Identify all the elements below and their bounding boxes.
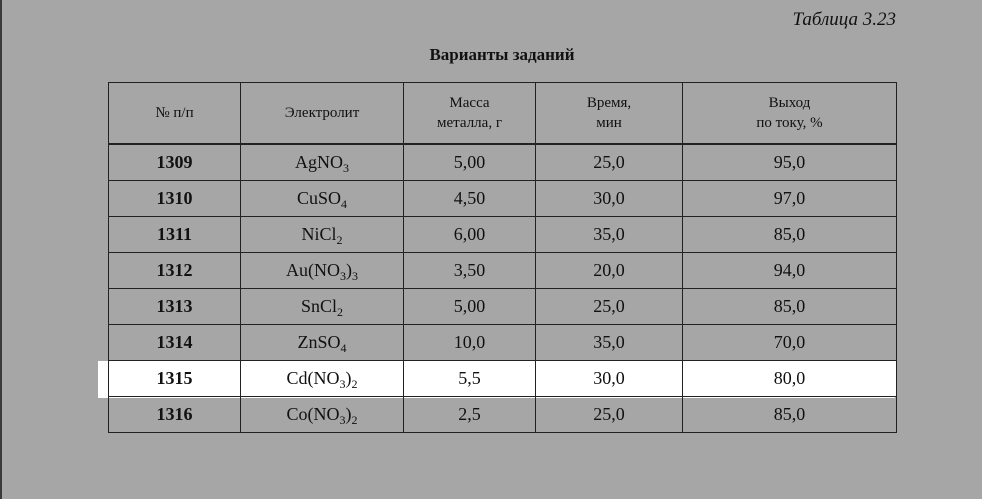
cell-electrolyte xyxy=(241,144,404,181)
formula-part: ZnSO xyxy=(297,332,341,352)
variants-table xyxy=(108,82,897,433)
cell-yield: 70,0 xyxy=(683,325,897,361)
formula-subscript: 3 xyxy=(339,377,346,391)
cell-number: 1311 xyxy=(109,217,241,253)
cell-time: 35,0 xyxy=(536,325,683,361)
formula-subscript: 2 xyxy=(337,305,344,319)
cell-yield: 85,0 xyxy=(683,217,897,253)
cell-number: 1310 xyxy=(109,181,241,217)
page-left-edge xyxy=(0,0,2,499)
cell-electrolyte xyxy=(241,325,404,361)
table-row[interactable] xyxy=(109,289,897,325)
column-header-time: Время, мин xyxy=(536,83,683,145)
cell-mass: 5,5 xyxy=(404,361,536,397)
table-number: Таблица 3.23 xyxy=(792,9,896,30)
cell-time: 20,0 xyxy=(536,253,683,289)
formula-part: Au(NO xyxy=(286,260,340,280)
table-row[interactable] xyxy=(109,397,897,433)
table-row[interactable] xyxy=(109,361,897,397)
cell-time: 25,0 xyxy=(536,289,683,325)
cell-electrolyte xyxy=(241,253,404,289)
table-body xyxy=(109,144,897,433)
cell-yield: 97,0 xyxy=(683,181,897,217)
cell-electrolyte xyxy=(241,181,404,217)
table-header-row xyxy=(109,83,897,145)
cell-electrolyte xyxy=(241,361,404,397)
cell-number: 1309 xyxy=(109,144,241,181)
cell-time: 25,0 xyxy=(536,397,683,433)
cell-time: 25,0 xyxy=(536,144,683,181)
cell-number: 1312 xyxy=(109,253,241,289)
cell-mass: 5,00 xyxy=(404,289,536,325)
cell-number: 1316 xyxy=(109,397,241,433)
formula-subscript: 2 xyxy=(351,413,358,427)
formula-subscript: 2 xyxy=(351,377,358,391)
cell-number: 1314 xyxy=(109,325,241,361)
table-row[interactable] xyxy=(109,253,897,289)
cell-number: 1313 xyxy=(109,289,241,325)
cell-yield: 80,0 xyxy=(683,361,897,397)
formula-part: NiCl xyxy=(301,224,337,244)
cell-yield: 95,0 xyxy=(683,144,897,181)
formula-part: AgNO xyxy=(295,152,343,172)
formula-subscript: 3 xyxy=(339,413,346,427)
cell-time: 35,0 xyxy=(536,217,683,253)
cell-number: 1315 xyxy=(109,361,241,397)
cell-mass: 3,50 xyxy=(404,253,536,289)
table-row[interactable] xyxy=(109,144,897,181)
formula-subscript: 3 xyxy=(340,269,346,283)
cell-mass: 2,5 xyxy=(404,397,536,433)
column-header-electrolyte: Электролит xyxy=(241,83,404,145)
column-header-mass: Масса металла, г xyxy=(404,83,536,145)
table-row[interactable] xyxy=(109,181,897,217)
table-title: Варианты заданий xyxy=(429,45,575,64)
cell-mass: 10,0 xyxy=(404,325,536,361)
cell-mass: 5,00 xyxy=(404,144,536,181)
column-header-yield: Выход по току, % xyxy=(683,83,897,145)
cell-time: 30,0 xyxy=(536,181,683,217)
cell-mass: 4,50 xyxy=(404,181,536,217)
cell-yield: 94,0 xyxy=(683,253,897,289)
formula-part: Co(NO xyxy=(286,404,340,424)
formula-part: SnCl xyxy=(300,296,338,316)
cell-electrolyte xyxy=(241,217,404,253)
column-header-number: № п/п xyxy=(109,83,241,145)
formula-part: ) xyxy=(345,404,352,424)
formula-part: Cd(NO xyxy=(286,368,340,388)
formula-subscript: 2 xyxy=(336,233,343,247)
formula-part: CuSO xyxy=(296,188,341,208)
cell-electrolyte xyxy=(241,289,404,325)
formula-subscript: 3 xyxy=(352,269,358,283)
table-row[interactable] xyxy=(109,325,897,361)
cell-electrolyte xyxy=(241,397,404,433)
cell-time: 30,0 xyxy=(536,361,683,397)
table-row[interactable] xyxy=(109,217,897,253)
formula-subscript: 4 xyxy=(340,341,347,355)
cell-yield: 85,0 xyxy=(683,289,897,325)
cell-yield: 85,0 xyxy=(683,397,897,433)
formula-subscript: 3 xyxy=(343,161,349,175)
formula-part: ) xyxy=(346,260,352,280)
formula-subscript: 4 xyxy=(341,197,347,211)
formula-part: ) xyxy=(345,368,352,388)
cell-mass: 6,00 xyxy=(404,217,536,253)
